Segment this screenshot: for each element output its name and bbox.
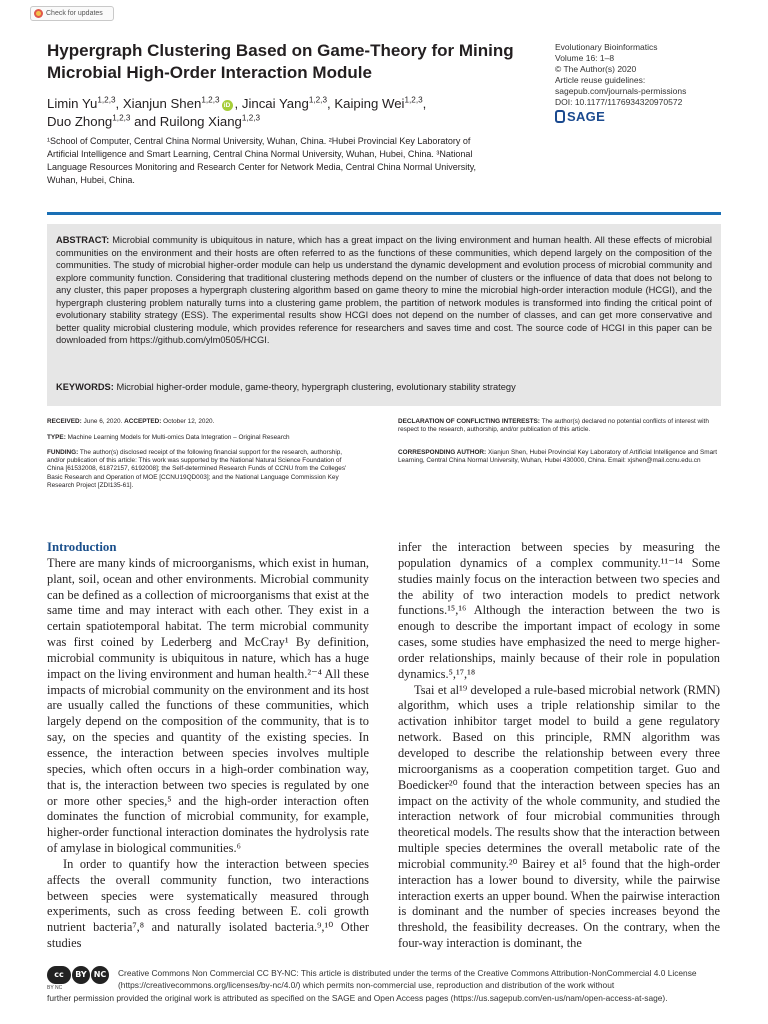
orcid-icon[interactable]: iD (222, 100, 233, 111)
article-type: TYPE: Machine Learning Models for Multi-omics Data Integration – Original Research (47, 434, 290, 441)
permissions-link[interactable]: sagepub.com/journals-permissions (555, 86, 687, 96)
abstract: ABSTRACT: Microbial community is ubiquitous in nature, which has a great impact on the living environment and human health. All these effects of microbial communities on the environment and their hosts are often referred to as the functions of these communities, which depend largely on the composition of the communities. The study of microbial higher-order module can help us understand the dynamic development and evolution process of microbial community and explore community function. Considering that traditional clustering methods depend on the number of clusters or the influence of data that does not belong to any cluster, this paper proposes a hypergraph clustering algorithm based on game theory to mine the microbial high-order interaction module (HCGI), and the hypergraph clustering problem naturally turns into a clustering game problem, the partition of network modules is transformed into finding the critical point of evolutionary stability strategy (ESS). The experimental results show HCGI does not depend on the number of classes, and can get more conservative and better quality microbial clustering module, which provides reference for researchers and saves time and cost. The source code of HCGI in this paper can be downloaded from https://github.com/ylm0505/HCGI. (56, 235, 712, 345)
paragraph: infer the interaction between species by measuring the population dynamics of a complex community.¹¹⁻¹⁴ Some studies mainly focus on the interaction between two species and the ability of two interaction models to predict network functions.¹⁵,¹⁶ Although the interaction between the two is enough to describe the important impact of ecology in some cases, some studies have emphasized the need to merge higher-order relationships, mainly because of their role in population dynamics.⁵,¹⁷,¹⁸ (398, 540, 720, 681)
author-name: Kaiping Wei (334, 96, 405, 111)
paragraph: Tsai et al¹⁹ developed a rule-based microbial network (RMN) algorithm, which uses a triple relationship similar to the activation inhibitor target model to build a gene regulatory network. Based on this principle, RMN algorithm was developed to describe the relationship between every three microorganisms as a cooperation competition target. Guo and Boedicker²⁰ found that the interaction between species has an impact on the activity of the whole community, and studied the interaction network of four microbial communities through theoretical models. The results show that the interaction between multiple species determines the overall metabolic rate of the microbial community.²⁰ Bairey et al⁵ found that the high-order interaction has a lower bound to diversity, while the pairwise interaction exerts an upper bound. When the pairwise interaction is dominant and the number of species increases beyond the threshold, the feasibility decreases. On the contrary, when the four-way interaction is dominant, the (398, 682, 720, 951)
author-name: Jincai Yang (241, 96, 309, 111)
author-name: Limin Yu (47, 96, 98, 111)
journal-name: Evolutionary Bioinformatics (555, 42, 658, 52)
corresponding-author: CORRESPONDING AUTHOR: Xianjun Shen, Hubei Provincial Key Laboratory of Artificial Intelligence and Smart Learning, Central China Normal University, Wuhan, Hubei 430000, China. Email: xjshen@mail.ccnu.edu.cn (398, 449, 718, 465)
reuse-guidelines: Article reuse guidelines: (555, 75, 646, 85)
received-dates: RECEIVED: June 6, 2020. ACCEPTED: October 12, 2020. (47, 418, 215, 425)
section-heading-introduction: Introduction (47, 540, 117, 554)
author-name: Xianjun Shen (122, 96, 202, 111)
sage-logo: SAGE (555, 109, 605, 124)
doi[interactable]: DOI: 10.1177/1176934320970572 (555, 97, 683, 107)
journal-copyright: © The Author(s) 2020 (555, 64, 637, 74)
author-name: Ruilong Xiang (159, 114, 242, 129)
check-for-updates-label: Check for updates (46, 10, 103, 17)
cc-by-nc-license-icon[interactable]: cc BY NC (47, 966, 109, 984)
license-logo-caption: BY NC (47, 985, 63, 991)
body-column-left (47, 540, 369, 952)
check-for-updates-badge[interactable] (30, 6, 114, 21)
body-column-right (398, 540, 720, 952)
journal-info (555, 42, 745, 108)
license-text-continued: further permission provided the original work is attributed as specified on the SAGE and Open Access pages (https://us.sagepub.com/en-us/nam/open-access-at-sage). (47, 993, 668, 1003)
conflict-declaration: DECLARATION OF CONFLICTING INTERESTS: The author(s) declared no potential conflicts of interest with respect to the research, authorship, and/or publication of this article. (398, 418, 709, 434)
affiliations: ¹School of Computer, Central China Normal University, Wuhan, China. ²Hubei Provincial Key Laboratory of Artificial Intelligence and Smart Learning, Central China Normal University, Wuhan, Hubei, China. ³National Language Resources Monitoring and Research Center for Network Media, Central China Normal University, Wuhan, Hubei, China. (47, 136, 477, 185)
article-title: Hypergraph Clustering Based on Game-Theory for Mining Microbial High-Order Interaction Module (47, 41, 514, 82)
funding-statement: FUNDING: The author(s) disclosed receipt of the following financial support for the research, authorship, and/or publication of this article: This work was supported by the National Natural Science Foundation of China [61532008, 61872157, 6192008]; the Self-determined Research Funds of CCNU from the Colleges' Basic Research and Operation of MOE [CCNU19QD003]; and the National Language Commission Key Research Project [ZDI135-61]. (47, 449, 347, 489)
paragraph: There are many kinds of microorganisms, which exist in human, plant, soil, ocean and other environments. Microbial community can be defined as a collection of microorganisms that exist at the same time and may interact with each other. They exist in a certain spatiotemporal habitat. The term microbial community was first coined by Lederberg and McCray¹ By definition, microbial community is ubiquitous in nature, which has a huge impact on the living environment and human health.²⁻⁴ All these impacts of microbial community on the environment and its host are usually called the functions of these communities, which largely depend on the composition of the community, that is to say, on the species and quantity of the existing species. In essence, the interaction between species involves multiple species, which often occurs in a high-order combination way, that is, the interaction between two species is regulated by one or more other species,⁵ and the high-order interaction often dominates the function of microbial community, for example, higher-order functional interaction dominates the hydrolysis rate of amylase in biological communities.⁶ (47, 555, 369, 856)
crossmark-icon (34, 9, 43, 18)
author-list: Limin Yu$^{1,2,3}$, Xianjun Shen$^{1,2,3}$iD , Jincai Yang$^{1,2,3}$, Kaiping Wei$^{1,2,3}$, Duo Zhong$^{1,2,3}$ and Ruilong Xiang$^{1,2,3}$ (47, 95, 427, 129)
header-divider (47, 212, 721, 215)
paragraph: In order to quantify how the interaction between species affects the overall community function, two interactions between species were systematically measured through experiments, such as cross feeding between E. coli growth nutrient bacteria⁷,⁸ and naturally isolated bacteria.⁹,¹⁰ Other studies (47, 856, 369, 951)
author-name: Duo Zhong (47, 114, 113, 129)
journal-volume: Volume 16: 1–8 (555, 53, 615, 63)
sage-logo-icon (555, 110, 565, 123)
keywords: KEYWORDS: Microbial higher-order module, game-theory, hypergraph clustering, evolutionary stability strategy (56, 382, 516, 392)
license-text: Creative Commons Non Commercial CC BY-NC: This article is distributed under the terms of the Creative Commons Attribution-NonCommercial 4.0 License (https://creativecommons.org/licenses/by-nc/4.0/) which permits non-commercial use, reproduction and distribution of the work without (118, 968, 697, 990)
